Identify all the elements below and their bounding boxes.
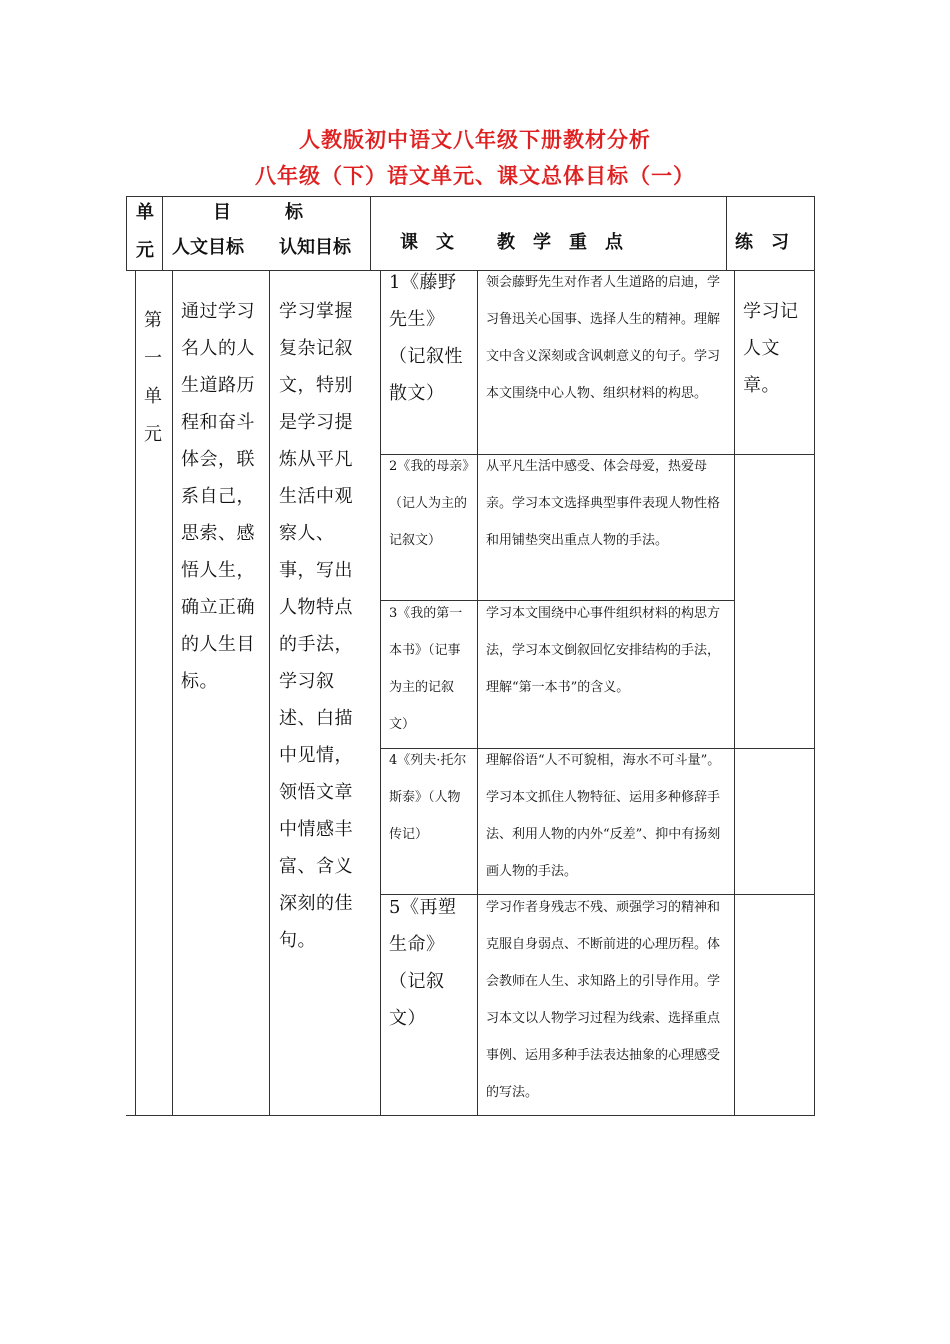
header-humanistic-goal: 人文目标 bbox=[172, 237, 244, 258]
header-exercise: 练 习 bbox=[735, 232, 789, 253]
column-divider bbox=[477, 270, 478, 1116]
lesson-title: 5《再塑生命》（记叙文） bbox=[389, 897, 457, 1029]
document-title: 人教版初中语文八年级下册教材分析 bbox=[299, 128, 651, 152]
exercise-text: 学习记人文章。 bbox=[743, 301, 799, 396]
header-unit-line2: 元 bbox=[136, 240, 154, 261]
lesson-title: 3《我的第一本书》（记事为主的记叙文） bbox=[389, 606, 463, 732]
lesson-title: 4《列夫·托尔斯泰》（人物传记） bbox=[389, 753, 467, 842]
header-text: 课 文 bbox=[400, 232, 454, 253]
lesson-key-point: 学习本文围绕中心事件组织材料的构思方法，学习本文倒叙回忆安排结构的手法，理解“第一本书”的含义。 bbox=[486, 606, 721, 695]
lesson-key-point: 领会藤野先生对作者人生道路的启迪，学习鲁迅关心国事、选择人生的精神。理解文中含义深刻或含讽刺意义的句子。学习本文围绕中心人物、组织材料的构思。 bbox=[486, 275, 721, 401]
header-key-points: 教 学 重 点 bbox=[497, 232, 623, 253]
lesson-key-point: 学习作者身残志不残、顽强学习的精神和克服自身弱点、不断前进的心理历程。体会教师在人生、求知路上的引导作用。学习本文以人物学习过程为线索、选择重点事例、运用多种手法表达抽象的心理感受的写法。 bbox=[486, 900, 721, 1100]
header-cognitive-goal: 认知目标 bbox=[279, 237, 351, 258]
lesson-title: 2《我的母亲》（记人为主的记叙文） bbox=[389, 459, 469, 548]
table-stub-line bbox=[126, 1115, 136, 1116]
humanistic-goal-text: 通过学习名人的人生道路历程和奋斗体会，联系自己，思索、感悟人生，确立正确的人生目标。 bbox=[181, 301, 255, 692]
column-divider bbox=[172, 270, 173, 1116]
document-subtitle: 八年级（下）语文单元、课文总体目标（一） bbox=[255, 164, 695, 188]
header-unit-line1: 单 bbox=[136, 202, 154, 223]
header-goal: 目 标 bbox=[213, 202, 303, 223]
header-divider bbox=[726, 196, 727, 271]
cognitive-goal-text: 学习掌握复杂记叙文，特别是学习提炼从平凡生活中观察人、事，写出人物特点的手法，学习叙述、白描中见情，领悟文章中情感丰富、含义深刻的佳句。 bbox=[279, 301, 353, 951]
column-divider bbox=[734, 270, 735, 1116]
lesson-key-point: 理解俗语“人不可貌相，海水不可斗量”。学习本文抓住人物特征、运用多种修辞手法、利用人物的内外“反差”、抑中有扬刻画人物的手法。 bbox=[486, 753, 721, 879]
header-divider bbox=[370, 196, 371, 271]
column-divider bbox=[380, 270, 381, 1116]
lesson-title: 1《藤野先生》（记叙性散文） bbox=[389, 272, 463, 404]
unit-name: 第一单元 bbox=[144, 310, 162, 445]
lesson-key-point: 从平凡生活中感受、体会母爱，热爱母亲。学习本文选择典型事件表现人物性格和用铺垫突出重点人物的手法。 bbox=[486, 459, 721, 548]
column-divider bbox=[269, 270, 270, 1116]
